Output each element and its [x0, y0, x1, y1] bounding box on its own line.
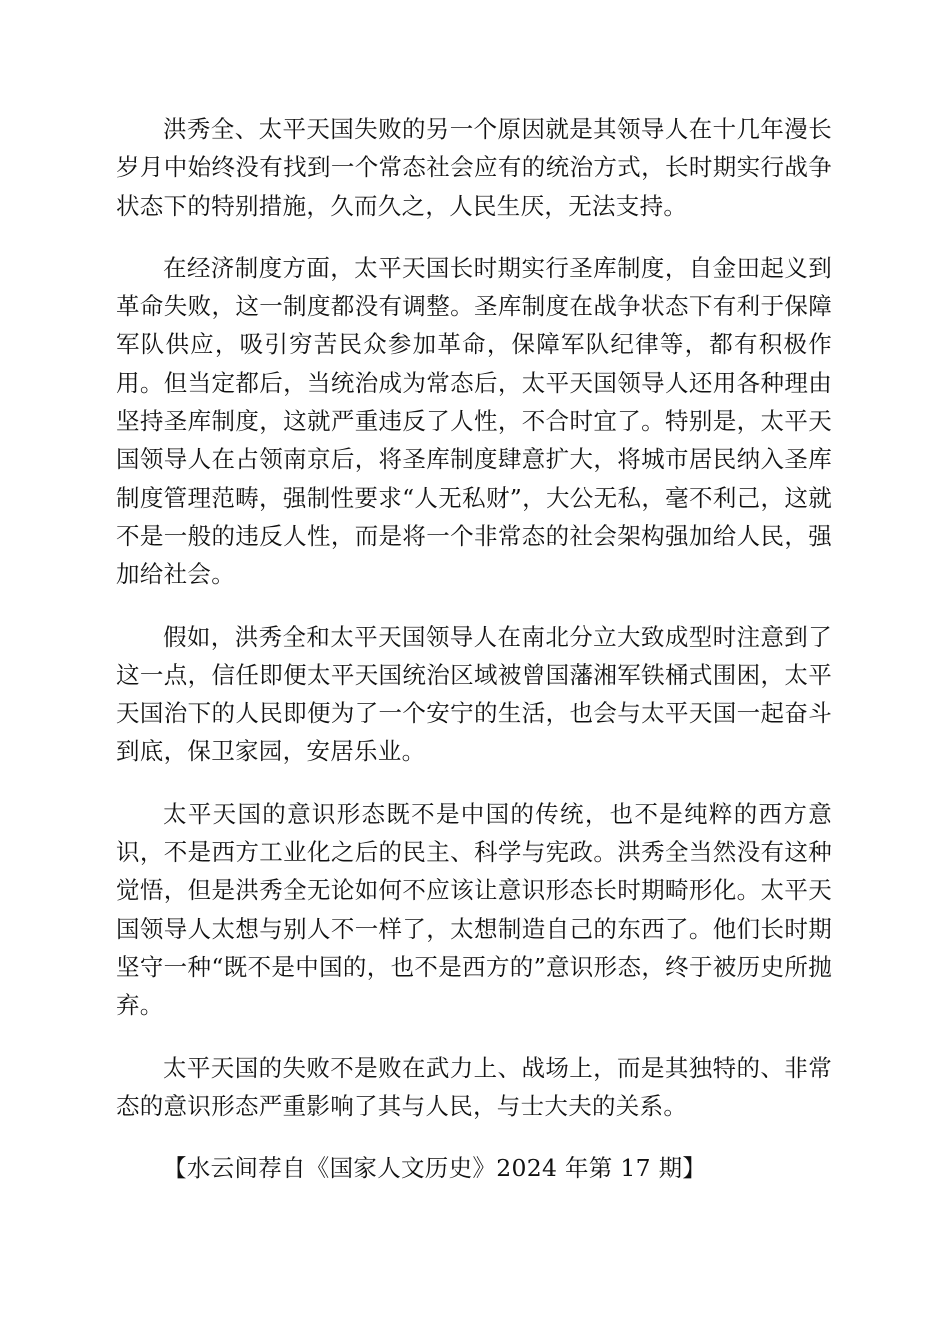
- paragraph-5: 太平天国的失败不是败在武力上、战场上，而是其独特的、非常态的意识形态严重影响了其与人民，与士大夫的关系。: [116, 1053, 832, 1120]
- source-note: 【水云间荐自《国家人文历史》2024 年第 17 期】: [163, 1154, 707, 1183]
- article-body: [116, 110, 832, 1211]
- paragraph-1: 洪秀全、太平天国失败的另一个原因就是其领导人在十几年漫长岁月中始终没有找到一个常态社会应有的统治方式，长时期实行战争状态下的特别措施，久而久之，人民生厌，无法支持。: [116, 115, 832, 220]
- paragraph-4: 太平天国的意识形态既不是中国的传统，也不是纯粹的西方意识，不是西方工业化之后的民主、科学与宪政。洪秀全当然没有这种觉悟，但是洪秀全无论如何不应该让意识形态长时期畸形化。太平天国领导人太想与别人不一样了，太想制造自己的东西了。他们长时期坚守一种“既不是中国的，也不是西方的”意识形态，终于被历史所抛弃。: [116, 799, 832, 1020]
- paragraph-3: 假如，洪秀全和太平天国领导人在南北分立大致成型时注意到了这一点，信任即便太平天国统治区域被曾国藩湘军铁桶式围困，太平天国治下的人民即便为了一个安宁的生活，也会与太平天国一起奋斗到底，保卫家园，安居乐业。: [116, 622, 832, 766]
- paragraph-2: 在经济制度方面，太平天国长时期实行圣库制度，自金田起义到革命失败，这一制度都没有调整。圣库制度在战争状态下有利于保障军队供应，吸引穷苦民众参加革命，保障军队纪律等，都有积极作用。但当定都后，当统治成为常态后，太平天国领导人还用各种理由坚持圣库制度，这就严重违反了人性，不合时宜了。特别是，太平天国领导人在占领南京后，将圣库制度肆意扩大，将城市居民纳入圣库制度管理范畴，强制性要求“人无私财”，大公无私，毫不利己，这就不是一般的违反人性，而是将一个非常态的社会架构强加给人民，强加给社会。: [116, 253, 832, 589]
